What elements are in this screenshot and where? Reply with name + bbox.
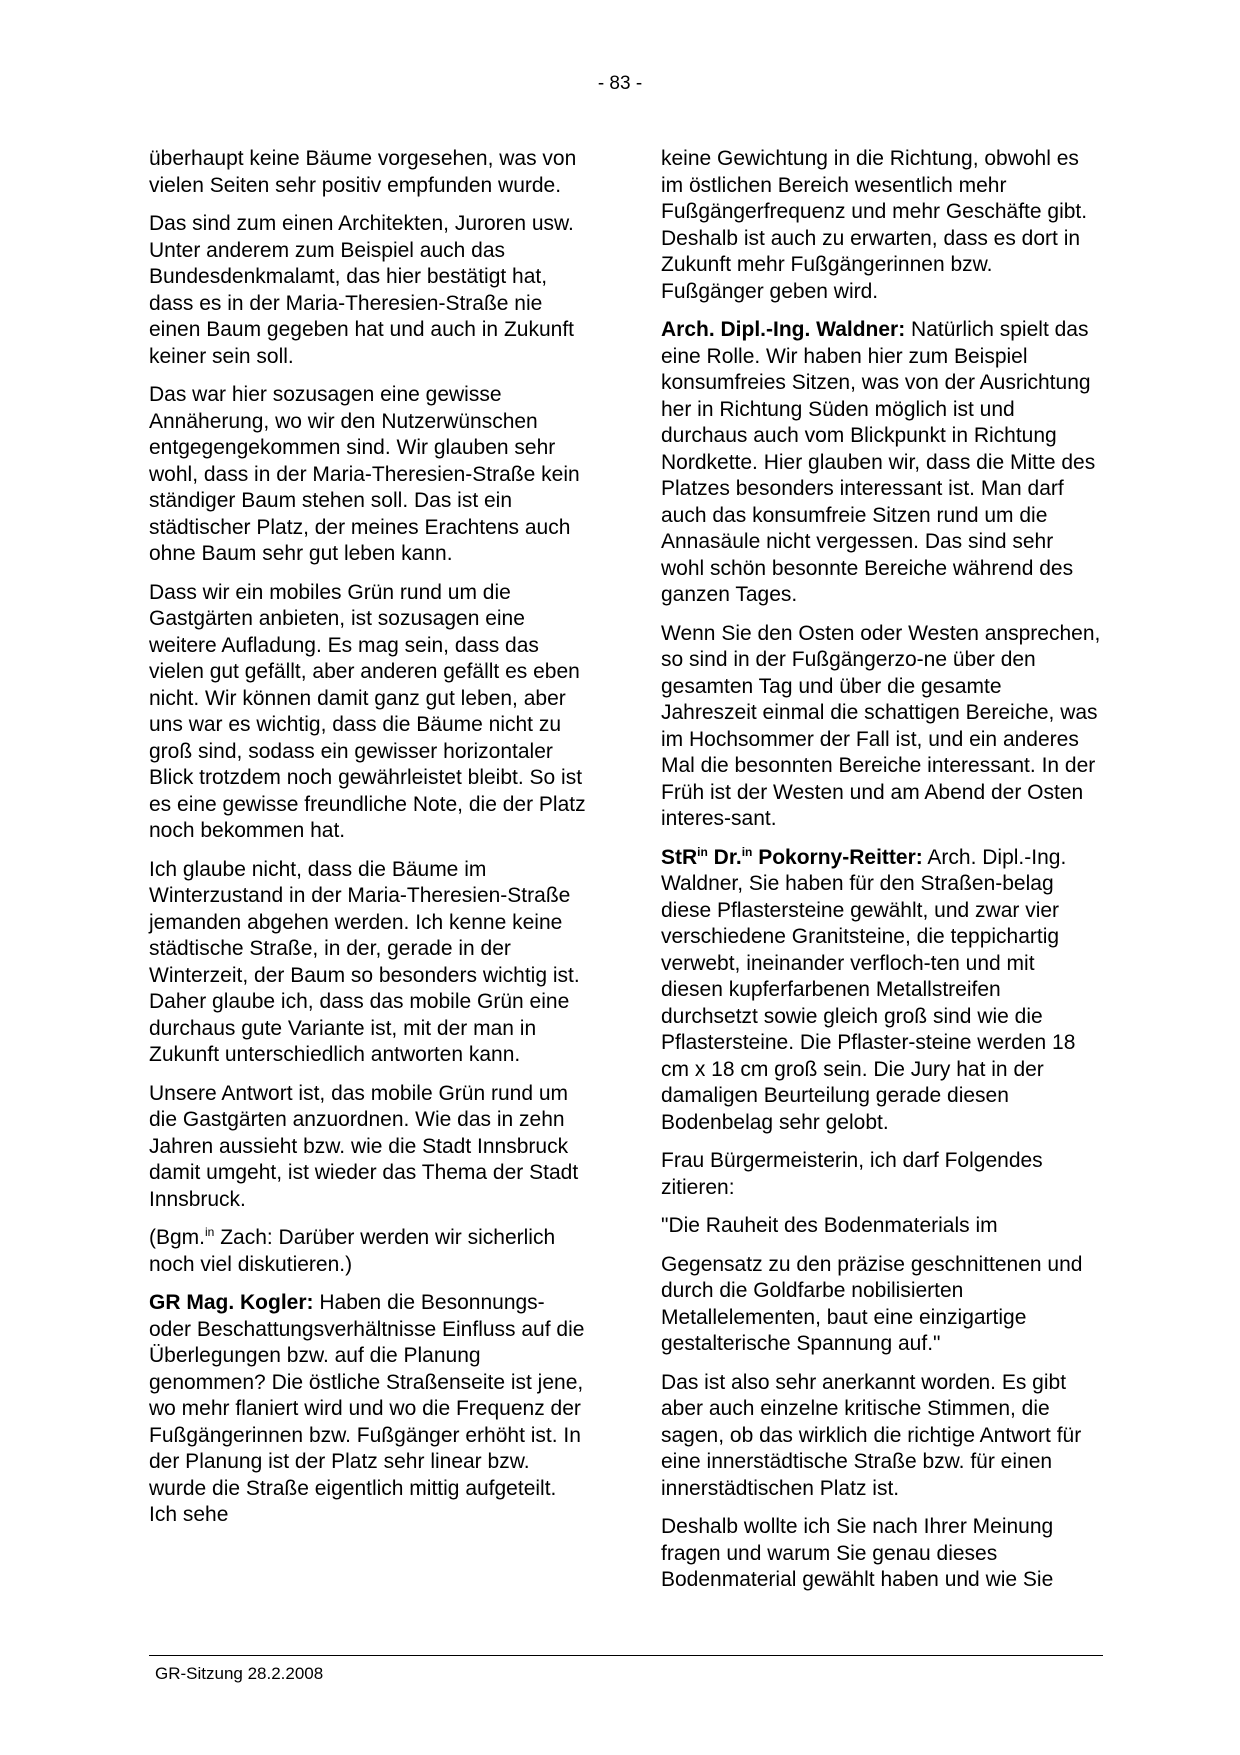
superscript: in [697,844,708,859]
paragraph: Ich glaube nicht, dass die Bäume im Winterzustand in der Maria-Theresien-Straße jemanden abgehen werden. Ich kenne keine städtische Straße, in der, gerade in der Winterzeit, der Baum so besonders wichtig ist. Daher glaube ich, dass das mobile Grün eine durchaus gute Variante ist, mit der man in Zukunft unterschiedlich antworten kann. [149,857,580,1066]
left-column [149,146,589,1541]
superscript: in [741,844,753,859]
paragraph: überhaupt keine Bäume vorgesehen, was von vielen Seiten sehr positiv empfunden wurde. [149,147,577,197]
paragraph: Das sind zum einen Architekten, Juroren usw. Unter anderem zum Beispiel auch das Bundesdenkmalamt, das hier bestätigt hat, dass es in der Maria-Theresien-Straße nie einen Baum gegeben hat und auch in Zukunft keiner sein soll. [149,212,574,368]
speaker-text: Haben die Besonnungs- oder Beschattungsverhältnisse Einfluss auf die Überlegungen bzw. auf die Planung genommen? Die östliche Straßenseite ist jene, wo mehr flaniert wird und wo die Frequenz der Fußgängerinnen bzw. Fußgänger erhöht ist. In der Planung ist der Platz sehr linear bzw. wurde die Straße eigentlich mittig aufgeteilt. Ich sehe [149,1291,585,1526]
paragraph: Wenn Sie den Osten oder Westen ansprechen, so sind in der Fußgängerzo-ne über den gesamten Tag und über die gesamte Jahreszeit einmal die schattigen Bereiche, was im Hochsommer der Fall ist, und ein anderes Mal die besonnten Bereiche interessant. In der Früh ist der Westen und am Abend der Osten interes-sant. [661,621,1101,830]
paragraph: Das war hier sozusagen eine gewisse Annäherung, wo wir den Nutzerwünschen entgegengekommen sind. Wir glauben sehr wohl, dass in der Maria-Theresien-Straße kein ständiger Baum stehen soll. Das ist ein städtischer Platz, der meines Erachtens auch ohne Baum sehr gut leben kann. [149,383,580,565]
speaker-paragraph [661,317,1101,609]
speaker-name [661,846,923,869]
page-number: - 83 - [597,73,643,94]
speaker-name: Arch. Dipl.-Ing. Waldner: [661,318,906,341]
interjection [149,1225,589,1278]
paragraph: Frau Bürgermeisterin, ich darf Folgendes zitieren: [661,1149,1043,1199]
superscript: in [205,1225,215,1239]
paragraph: keine Gewichtung in die Richtung, obwohl es im östlichen Bereich wesentlich mehr Fußgängerfrequenz und mehr Geschäfte gibt. Deshalb ist auch zu erwarten, dass es dort in Zukunft mehr Fußgängerinnen bzw. Fußgänger geben wird. [661,147,1088,303]
speaker-surname: Pokorny-Reitter: [752,845,923,869]
speaker-text: Arch. Dipl.-Ing. Waldner, Sie haben für den Straßen-belag diese Pflastersteine gewählt, und zwar vier verschiedene Granitsteine, die teppichartig verwebt, ineinander verfloch-ten und mit diesen kupferfarbenen Metallstreifen durchsetzt sowie gleich groß sind wie die Pflastersteine. Die Pflaster-steine werden 18 cm x 18 cm groß sein. Die Jury hat in der damaligen Beurteilung gerade diesen Bodenbelag sehr gelobt. [661,845,1076,1134]
paragraph: Das ist also sehr anerkannt worden. Es gibt aber auch einzelne kritische Stimmen, die sagen, ob das wirklich die richtige Antwort für eine innerstädtische Straße bzw. für einen innerstädtischen Platz ist. [661,1370,1082,1500]
speaker-paragraph [149,1290,589,1529]
speaker-name: GR Mag. Kogler: [149,1291,314,1314]
paragraph: Unsere Antwort ist, das mobile Grün rund um die Gastgärten anzuordnen. Wie das in zehn Jahren aussieht bzw. wie die Stadt Innsbruck damit umgeht, ist wieder das Thema der Stadt Innsbruck. [149,1081,579,1211]
right-column [661,146,1101,1606]
speaker-title: Dr. [707,845,742,869]
footer-text: GR-Sitzung 28.2.2008 [155,1664,324,1683]
footer-divider [149,1655,1103,1656]
quote-first-line: "Die Rauheit des Bodenmaterials im [661,1214,998,1237]
speaker-title: StR [661,845,698,869]
speaker-text: Natürlich spielt das eine Rolle. Wir haben hier zum Beispiel konsumfreies Sitzen, was von der Ausrichtung her in Richtung Süden möglich ist und durchaus auch vom Blickpunkt in Richtung Nordkette. Hier glauben wir, dass die Mitte des Platzes besonders interessant ist. Man darf auch das konsumfreie Sitzen rund um die Annasäule nicht vergessen. Das sind sehr wohl schön besonnte Bereiche während des ganzen Tages. [661,318,1096,606]
paragraph: Dass wir ein mobiles Grün rund um die Gastgärten anbieten, ist sozusagen eine weitere Aufladung. Es mag sein, dass das vielen gut gefällt, aber anderen gefällt es eben nicht. Wir können damit ganz gut leben, aber uns war es wichtig, dass die Bäume nicht zu groß sind, sodass ein gewisser horizontaler Blick trotzdem noch gewährleistet bleibt. So ist es eine gewisse freundliche Note, die der Platz noch bekommen hat. [149,580,586,842]
interjection-open: (Bgm. [149,1226,206,1249]
interjection-text: Zach: Darüber werden wir sicherlich noch viel diskutieren.) [149,1226,556,1276]
paragraph: Deshalb wollte ich Sie nach Ihrer Meinung fragen und warum Sie genau dieses Bodenmaterial gewählt haben und wie Sie [661,1515,1054,1591]
quote-body: Gegensatz zu den präzise geschnittenen und durch die Goldfarbe nobilisierten Metallelementen, baut eine einzigartige gestalterische Spannung auf." [661,1252,1083,1355]
speaker-paragraph [661,845,1101,1137]
